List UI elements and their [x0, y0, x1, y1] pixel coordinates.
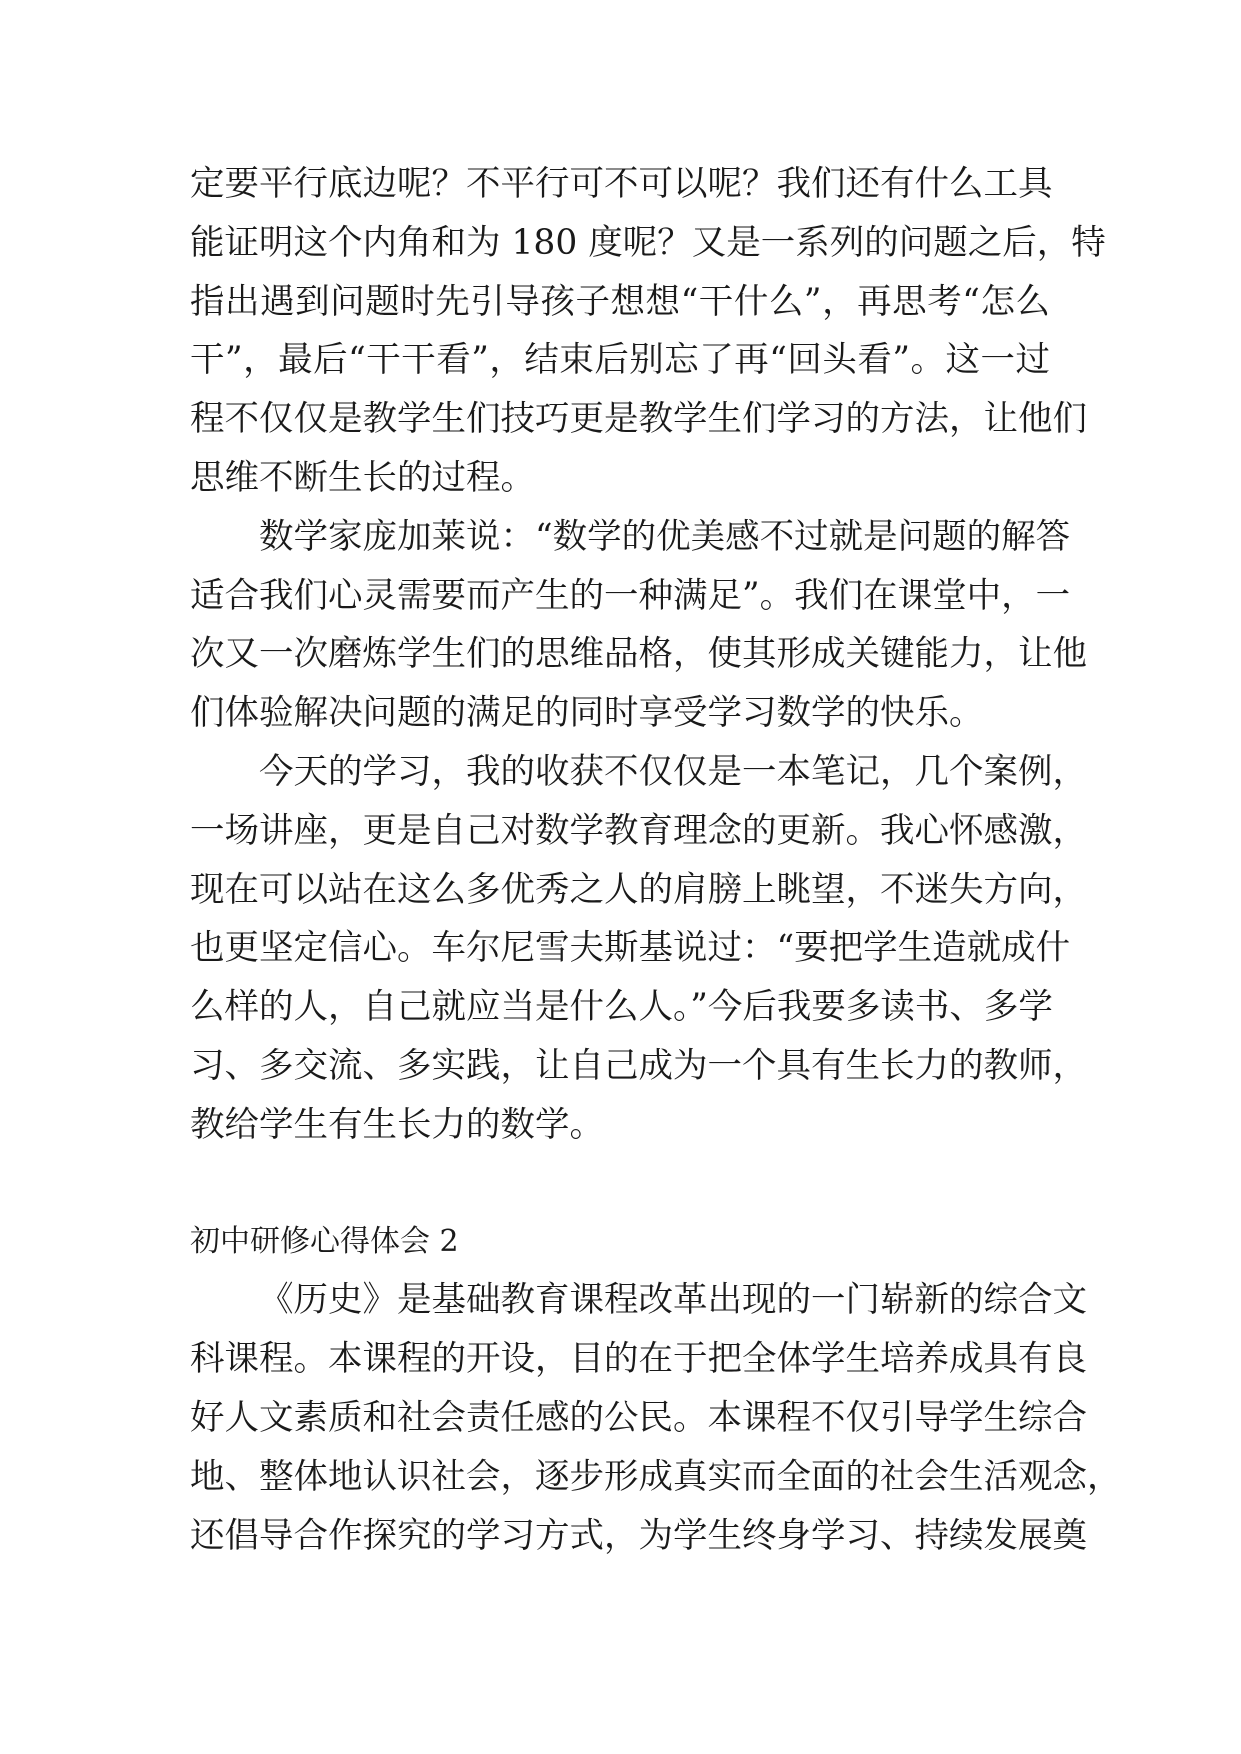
text-line: 定要平行底边呢？不平行可不可以呢？我们还有什么工具 [190, 164, 1053, 204]
text-line: 科课程。本课程的开设，目的在于把全体学生培养成具有良 [190, 1339, 1087, 1380]
text-line: 《历史》是基础教育课程改革出现的一门崭新的综合文 [259, 1280, 1087, 1321]
text-line: 指出遇到问题时先引导孩子想想“干什么”，再思考“怎么 [190, 281, 1050, 322]
paragraph-3 [190, 743, 1087, 1155]
text-line: 思维不断生长的过程。 [190, 457, 535, 498]
text-line: 教给学生有生长力的数学。 [190, 1104, 604, 1145]
text-line: 干”，最后“干干看”，结束后别忘了再“回头看”。这一过 [190, 340, 1050, 381]
text-line: 好人文素质和社会责任感的公民。本课程不仅引导学生综合 [190, 1397, 1087, 1438]
text-line: 次又一次磨炼学生们的思维品格，使其形成关键能力，让他 [190, 634, 1087, 675]
text-line: 还倡导合作探究的学习方式，为学生终身学习、持续发展奠 [190, 1515, 1087, 1556]
text-line: 今天的学习，我的收获不仅仅是一本笔记，几个案例， [259, 751, 1087, 792]
text-line: 么样的人，自己就应当是什么人。”今后我要多读书、多学 [190, 987, 1053, 1028]
section-paragraph [190, 1271, 1122, 1565]
text-line: 习、多交流、多实践，让自己成为一个具有生长力的教师， [190, 1045, 1087, 1086]
paragraph-1 [190, 155, 1106, 508]
text-line: 适合我们心灵需要而产生的一种满足”。我们在课堂中，一 [190, 575, 1071, 616]
text-line: 现在可以站在这么多优秀之人的肩膀上眺望，不迷失方向， [190, 869, 1087, 910]
text-line: 们体验解决问题的满足的同时享受学习数学的快乐。 [190, 693, 984, 734]
paragraph-2 [190, 508, 1087, 743]
text-line: 程不仅仅是教学生们技巧更是教学生们学习的方法，让他们 [190, 399, 1087, 440]
text-line: 地、整体地认识社会，逐步形成真实而全面的社会生活观念， [190, 1456, 1122, 1497]
document-page [190, 155, 1122, 1565]
text-line: 一场讲座，更是自己对数学教育理念的更新。我心怀感激， [190, 810, 1087, 851]
section-title: 初中研修心得体会 2 [190, 1223, 459, 1259]
text-line: 数学家庞加莱说：“数学的优美感不过就是问题的解答 [259, 516, 1071, 557]
text-line: 能证明这个内角和为 180 度呢？又是一系列的问题之后，特 [190, 222, 1106, 263]
text-line: 也更坚定信心。车尔尼雪夫斯基说过：“要把学生造就成什 [190, 928, 1071, 969]
section-spacer [190, 1155, 1050, 1213]
